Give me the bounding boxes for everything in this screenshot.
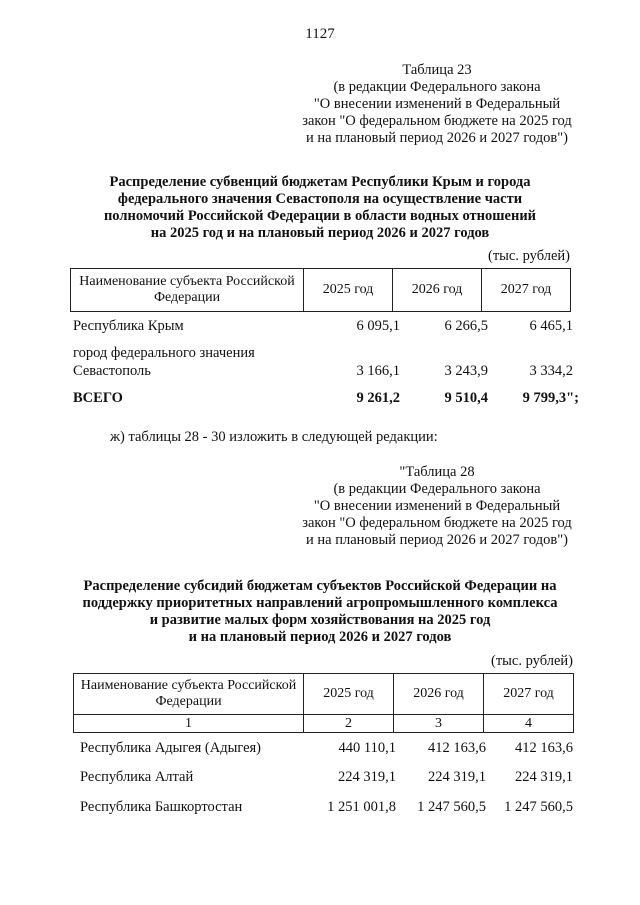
table23-header — [70, 268, 571, 312]
column-header-2027: 2027 год — [482, 269, 571, 312]
title-line: и на плановый период 2026 и 2027 годов — [188, 629, 452, 645]
column-header-name: Наименование субъекта Российской Федерации — [71, 269, 304, 312]
table28-header — [73, 673, 574, 733]
value-2026: 1 247 560,5 — [417, 799, 486, 815]
note-line: (в редакции Федерального закона — [333, 481, 541, 497]
value-2026: 9 510,4 — [444, 390, 488, 406]
note-line: и на плановый период 2026 и 2027 годов") — [306, 130, 568, 146]
note-line: "О внесении изменений в Федеральный — [313, 498, 561, 514]
table23-note — [262, 62, 612, 147]
value-2025: 6 095,1 — [356, 318, 400, 334]
table28-title — [60, 578, 580, 646]
title-line: поддержку приоритетных направлений агропромышленного комплекса — [82, 595, 558, 611]
column-header-2026: 2026 год — [393, 269, 482, 312]
title-line: Распределение субсидий бюджетам субъектов Российской Федерации на — [83, 578, 557, 594]
value-2027: 224 319,1 — [515, 769, 573, 785]
value-2025: 224 319,1 — [338, 769, 396, 785]
table28-note — [262, 464, 612, 549]
title-line: на 2025 год и на плановый период 2026 и 2027 годов — [150, 225, 490, 241]
table-row — [73, 318, 573, 336]
table-row-total — [73, 390, 579, 408]
note-line: "Таблица 28 — [399, 464, 475, 480]
row-name: Республика Алтай — [80, 769, 194, 785]
value-2025: 1 251 001,8 — [327, 799, 396, 815]
note-line: "О внесении изменений в Федеральный — [313, 96, 561, 112]
title-line: федерального значения Севастополя на осуществление части — [117, 191, 523, 207]
row-name: Республика Адыгея (Адыгея) — [80, 740, 262, 756]
table-row — [80, 740, 573, 758]
instruction-text: ж) таблицы 28 - 30 изложить в следующей редакции: — [110, 429, 438, 445]
note-line: (в редакции Федерального закона — [333, 79, 541, 95]
column-header-2027: 2027 год — [484, 674, 574, 715]
table-row — [73, 345, 573, 381]
title-line: и развитие малых форм хозяйствования на 2025 год — [149, 612, 491, 628]
value-2025: 9 261,2 — [356, 390, 400, 406]
column-header-name: Наименование субъекта Российской Федерации — [74, 674, 304, 715]
table-row — [80, 799, 573, 817]
table-row — [80, 769, 573, 787]
value-2026: 224 319,1 — [428, 769, 486, 785]
title-line: полномочий Российской Федерации в области водных отношений — [103, 208, 537, 224]
value-2027: 412 163,6 — [515, 740, 573, 756]
column-number: 2 — [304, 715, 394, 733]
table28-units: (тыс. рублей) — [491, 653, 573, 669]
note-line: Таблица 23 — [402, 62, 472, 78]
note-line: закон "О федеральном бюджете на 2025 год — [302, 113, 572, 129]
column-header-2025: 2025 год — [304, 269, 393, 312]
row-name: Республика Башкортостан — [80, 799, 243, 815]
value-2026: 6 266,5 — [444, 318, 488, 334]
column-header-2025: 2025 год — [304, 674, 394, 715]
value-2026: 3 243,9 — [444, 363, 488, 379]
value-2027: 1 247 560,5 — [504, 799, 573, 815]
note-line: и на плановый период 2026 и 2027 годов") — [306, 532, 568, 548]
column-header-2026: 2026 год — [394, 674, 484, 715]
column-number: 1 — [74, 715, 304, 733]
column-number: 4 — [484, 715, 574, 733]
row-name: ВСЕГО — [73, 390, 123, 406]
row-name: Республика Крым — [73, 318, 184, 334]
value-2025: 440 110,1 — [338, 740, 396, 756]
row-name: Севастополь — [73, 363, 151, 379]
value-2025: 3 166,1 — [356, 363, 400, 379]
table23-title — [60, 174, 580, 242]
value-2027: 6 465,1 — [529, 318, 573, 334]
title-line: Распределение субвенций бюджетам Республики Крым и города — [109, 174, 531, 190]
note-line: закон "О федеральном бюджете на 2025 год — [302, 515, 572, 531]
value-2027: 9 799,3"; — [522, 390, 579, 406]
value-2026: 412 163,6 — [428, 740, 486, 756]
column-number: 3 — [394, 715, 484, 733]
page-number: 1127 — [305, 26, 335, 42]
table23-units: (тыс. рублей) — [488, 248, 570, 264]
value-2027: 3 334,2 — [529, 363, 573, 379]
row-name: город федерального значения — [73, 345, 255, 361]
